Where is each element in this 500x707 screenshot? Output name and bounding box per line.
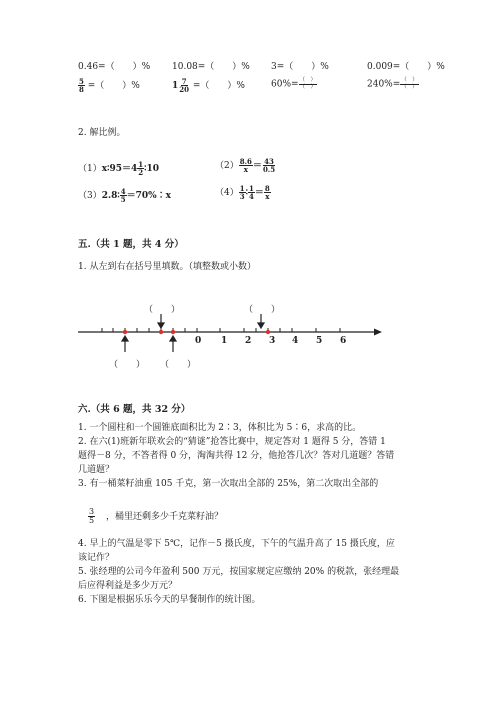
fraction: $\frac{1}{4}$ <box>248 184 254 201</box>
tick-label-2: 2 <box>245 336 252 346</box>
sec6-line-10: 后应得利益是多少万元？ <box>78 581 178 591</box>
sec6-line-9: 5. 张经理的公司今年盈利 500 万元，按国家规定应缴纳 20% 的税款，张经理最 <box>78 567 400 577</box>
fraction: $\frac{7}{20}$ <box>179 77 190 94</box>
tick-label-0: 0 <box>195 336 202 346</box>
sec6-line-8: 该记作？ <box>78 553 115 563</box>
point-marker <box>159 330 163 334</box>
sec6-line-3: 题得－8 分，不答者得 0 分，淘淘共得 12 分，他抢答几次？答对几道题？答错 <box>78 451 395 461</box>
point-marker <box>266 330 270 334</box>
calc-row1-item2: 10.08=（ ）% <box>172 62 250 72</box>
arrows-down <box>158 314 264 328</box>
fraction: $\frac{1}{2}$ <box>138 160 144 177</box>
calc-row1-item3: 3=（ ）% <box>271 62 329 72</box>
calc-row1-item4: 0.009=（ ）% <box>367 62 445 72</box>
bracket-top-1: （ ） <box>144 305 181 315</box>
arrow-down-icon <box>258 323 264 328</box>
point-marker <box>171 330 175 334</box>
sec6-line-1: 1. 一个圆柱和一个圆锥底面积比为 2∶3，体积比为 5∶6，求高的比。 <box>78 423 362 433</box>
number-line <box>70 310 390 360</box>
tick-label-6: 6 <box>340 336 347 346</box>
q2-item3: （3）2.8∶ $\frac{4}{5}$ ＝70%∶x <box>78 187 172 204</box>
sec6-line-2: 2. 在六(1)班新年联欢会的“猜谜”抢答比赛中，规定答对 1 题得 5 分，答错 1 <box>78 437 386 447</box>
arrow-down-icon <box>158 323 164 328</box>
q2-item4: （4） $\frac{1}{3}$ ∶ $\frac{1}{4}$ ＝ $\frac{8}{x}$ <box>215 184 270 201</box>
fraction: $\frac{43}{0.5}$ <box>262 157 276 174</box>
tick-label-3: 3 <box>269 336 276 346</box>
arrows-up <box>122 336 176 352</box>
fraction: $\frac{( )}{( )}$ <box>299 77 317 90</box>
calc-row1-item1: 0.46=（ ）% <box>78 62 151 72</box>
calc-row2-item4: 240%= $\frac{( )}{( )}$ <box>367 77 418 90</box>
sec6-heading: 六.（共 6 题，共 32 分） <box>78 404 191 415</box>
arrow-up-icon <box>122 336 128 341</box>
q2-item1: （1）x∶95＝4 $\frac{1}{2}$ ∶10 <box>78 160 159 177</box>
arrow-up-icon <box>170 336 176 341</box>
tick-label-5: 5 <box>316 336 323 346</box>
fraction: $\frac{8.6}{x}$ <box>239 157 252 174</box>
point-marker <box>123 330 127 334</box>
calc-row2-item3: 60%= $\frac{( )}{( )}$ <box>271 77 317 90</box>
q2-item2: （2） $\frac{8.6}{x}$ ＝ $\frac{43}{0.5}$ <box>215 157 276 174</box>
calc-row2-item1: $\frac{5}{8}$ =（ ）% <box>79 77 140 94</box>
sec5-heading: 五.（共 1 题，共 4 分） <box>78 239 184 250</box>
bracket-bottom-1: （ ） <box>109 360 146 370</box>
sec5-q1: 1. 从左到右在括号里填数。（填整数或小数） <box>78 262 256 272</box>
bracket-bottom-2: （ ） <box>160 360 197 370</box>
fraction: $\frac{3}{5}$ <box>89 507 95 525</box>
sec6-line-7: 4. 早上的气温是零下 5℃，记作－5 摄氏度，下午的气温升高了 15 摄氏度，应 <box>78 539 395 549</box>
ticks <box>102 328 340 332</box>
sec6-q3-fraction-line: $\frac{3}{5}$ ，桶里还剩多少千克菜籽油？ <box>89 507 223 525</box>
fraction: $\frac{8}{x}$ <box>264 184 270 201</box>
tick-label-4: 4 <box>292 336 299 346</box>
fraction: $\frac{4}{5}$ <box>120 187 126 204</box>
sec6-line-11: 6. 下图是根据乐乐今天的早餐制作的统计图。 <box>78 595 261 605</box>
sec6-line-5: 3. 有一桶菜籽油重 105 千克，第一次取出全部的 25%，第二次取出全部的 <box>78 479 379 489</box>
fraction: $\frac{( )}{( )}$ <box>401 77 418 90</box>
q2-title: 2. 解比例。 <box>78 128 126 138</box>
calc-row2-item2: 1 $\frac{7}{20}$ =（ ）% <box>172 77 245 94</box>
fraction: $\frac{5}{8}$ <box>79 77 84 94</box>
fraction: $\frac{1}{3}$ <box>239 184 245 201</box>
tick-label-1: 1 <box>221 336 228 346</box>
bracket-top-2: （ ） <box>244 305 281 315</box>
sec6-line-4: 几道题？ <box>78 465 115 475</box>
axis-arrowhead-icon <box>374 329 382 336</box>
